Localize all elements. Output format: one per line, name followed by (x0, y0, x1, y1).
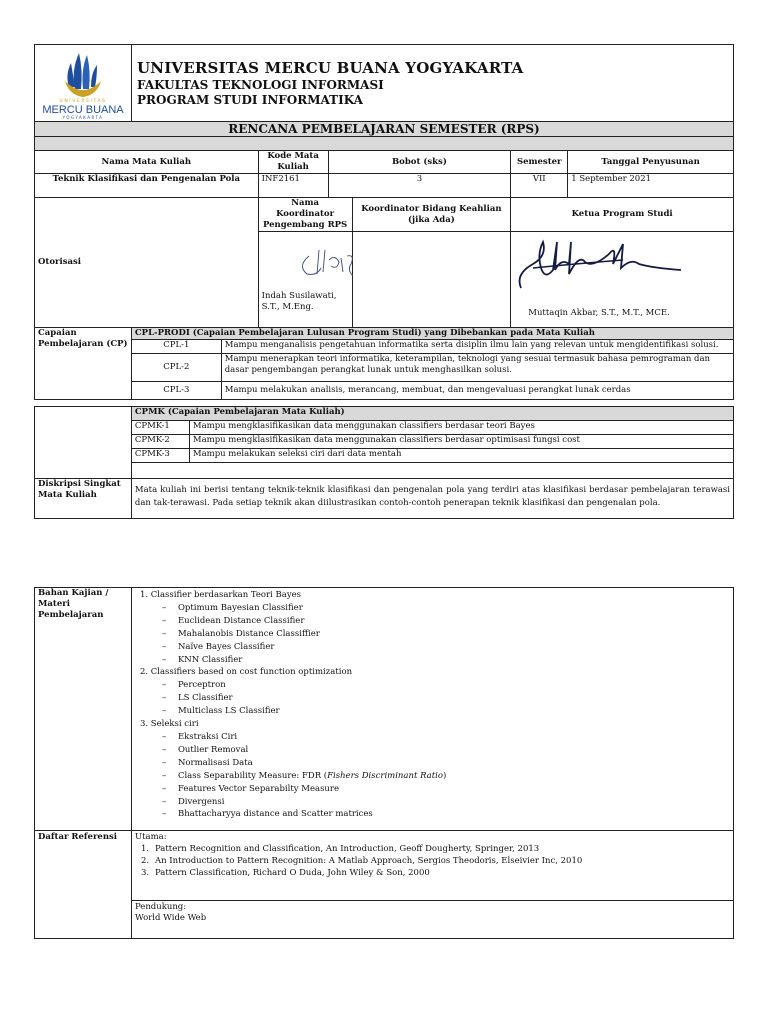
header-title-cell (131, 44, 734, 122)
materials-item: – Ekstraksi Ciri (140, 731, 730, 744)
references-support-label: Pendukung: (134, 902, 187, 912)
materials-item: – Normalisasi Data (140, 757, 730, 770)
logo-text-bottom: YOGYAKARTA (62, 115, 104, 120)
cpmk-empty-row (131, 463, 733, 479)
developer-header: Nama Koordinator Pengembang RPS (258, 198, 352, 232)
cpl-text: Mampu melakukan analisis, merancang, membuat, dan mengevaluasi perangkat lunak cerdas (221, 382, 733, 400)
materials-section-title: 3. Seleksi ciri (139, 719, 199, 730)
rps-main-table (34, 121, 734, 400)
field-coordinator-signature-cell (352, 232, 511, 328)
program-name: PROGRAM STUDI INFORMATIKA (137, 93, 363, 107)
cpl-text: Mampu menganalisis pengetahuan informatika serta disiplin ilmu lain yang relevan untuk mengidentifikasi solusi. (221, 340, 733, 354)
cp-label: Capaian Pembelajaran (CP) (35, 328, 132, 400)
cpmk-text: Mampu melakukan seleksi ciri dari data mentah (189, 449, 733, 463)
materials-item: – Divergensi (140, 796, 730, 809)
references-main-label: Utama: (134, 832, 167, 842)
head-signature-cell (511, 232, 734, 328)
references-support-text: World Wide Web (134, 913, 207, 923)
head-signature (513, 234, 693, 296)
date-header: Tanggal Penyusunan (568, 151, 734, 174)
materials-item: – Naïve Bayes Classifier (140, 641, 730, 654)
course-code-header: Kode Mata Kuliah (258, 151, 328, 174)
logo-text-main: MERCU BUANA (42, 104, 124, 116)
materials-item: – Multiclass LS Classifier (140, 705, 730, 718)
materials-item: – Features Vector Separabilty Measure (140, 783, 730, 796)
cpl-code: CPL-1 (131, 340, 221, 354)
materials-list (140, 589, 730, 821)
cpmk-text: Mampu mengklasifikasikan data menggunakan classifiers berdasar teori Bayes (189, 421, 733, 435)
materials-item: – Class Separability Measure: FDR (Fishers Discriminant Ratio) (140, 770, 730, 783)
materials-item: – Outlier Removal (140, 744, 730, 757)
references-support-cell (131, 901, 733, 939)
developer-name: Indah Susilawati, S.T., M.Eng. (261, 291, 337, 312)
developer-signature (295, 246, 375, 280)
references-main-cell (131, 831, 733, 901)
references-label: Daftar Referensi (35, 831, 132, 939)
cpmk-code: CPMK-2 (131, 435, 189, 449)
course-date: 1 September 2021 (568, 174, 734, 198)
materials-table (34, 587, 734, 939)
faculty-name: FAKULTAS TEKNOLOGI INFORMASI (137, 78, 384, 92)
cpmk-header: CPMK (Capaian Pembelajaran Mata Kuliah) (131, 407, 733, 421)
references-main-list (135, 843, 730, 879)
course-name: Teknik Klasifikasi dan Pengenalan Pola (35, 174, 259, 198)
materials-section-title: 1. Classifier berdasarkan Teori Bayes (139, 590, 302, 600)
doc-title: RENCANA PEMBELAJARAN SEMESTER (RPS) (35, 122, 734, 137)
authorization-label: Otorisasi (35, 198, 259, 328)
semester-header: Semester (511, 151, 568, 174)
reference-item: 3. Pattern Classification, Richard O Duda, John Wiley & Son, 2000 (140, 868, 430, 878)
materials-item: – Mahalanobis Distance Classiffier (140, 628, 730, 641)
header-logo-cell (34, 44, 132, 122)
spacer-row (35, 137, 734, 151)
developer-signature-cell (258, 232, 352, 328)
materials-item-emphasis: Fishers Discriminant Ratio (327, 770, 443, 781)
course-code: INF2161 (258, 174, 328, 198)
credits-header: Bobot (sks) (328, 151, 511, 174)
cpl-code: CPL-3 (131, 382, 221, 400)
description-text: Mata kuliah ini berisi tentang teknik-teknik klasifikasi dan pengenalan pola yang terdiri atas klasifikasi berdasar pembelajaran terawasi dan tak-terawasi. Pada setiap teknik akan diilustrasikan contoh-contoh penerapan teknik klasifikasi dan pengenalan pola. (131, 479, 733, 519)
course-name-header: Nama Mata Kuliah (35, 151, 259, 174)
cpmk-text: Mampu mengklasifikasikan data menggunakan classifiers berdasar optimisasi fungsi cost (189, 435, 733, 449)
cpl-text: Mampu menerapkan teori informatika, keterampilan, teknologi yang sesuai termasuk bahasa pemrograman dan dasar pengembangan perangkat lunak untuk menghasilkan solusi. (221, 354, 733, 382)
head-name: Muttaqin Akbar, S.T., M.T., MCE. (528, 308, 670, 318)
materials-section-title: 2. Classifiers based on cost function optimization (139, 667, 353, 678)
materials-item: – Bhattacharyya distance and Scatter matrices (140, 808, 730, 821)
materials-item: – Optimum Bayesian Classifier (140, 602, 730, 615)
materials-label: Bahan Kajian / Materi Pembelajaran (35, 588, 132, 831)
reference-item: 2. An Introduction to Pattern Recognition: A Matlab Approach, Sergios Theodoris, Elseivier Inc, 2010 (140, 856, 583, 866)
materials-item: – LS Classifier (140, 692, 730, 705)
field-coordinator-header: Koordinator Bidang Keahlian (jika Ada) (352, 198, 511, 232)
cpmk-label-cell (35, 407, 132, 479)
university-name: UNIVERSITAS MERCU BUANA YOGYAKARTA (137, 59, 524, 77)
logo-text-top: UNIVERSITAS (59, 99, 107, 104)
cpl-code: CPL-2 (131, 354, 221, 382)
cpmk-table (34, 406, 734, 519)
materials-item: – Perceptron (140, 679, 730, 692)
description-label: Diskripsi Singkat Mata Kuliah (35, 479, 132, 519)
course-semester: VII (511, 174, 568, 198)
cpmk-code: CPMK-1 (131, 421, 189, 435)
materials-item: – KNN Classifier (140, 654, 730, 667)
head-program-header: Ketua Program Studi (511, 198, 734, 232)
reference-item: 1. Pattern Recognition and Classification, An Introduction, Geoff Dougherty, Springer, 2013 (140, 844, 540, 854)
cpmk-code: CPMK-3 (131, 449, 189, 463)
materials-content (131, 588, 733, 831)
materials-item: – Euclidean Distance Classifier (140, 615, 730, 628)
course-credits: 3 (328, 174, 511, 198)
cpl-header: CPL-PRODI (Capaian Pembelajaran Lulusan Program Studi) yang Dibebankan pada Mata Kuliah (131, 328, 733, 340)
